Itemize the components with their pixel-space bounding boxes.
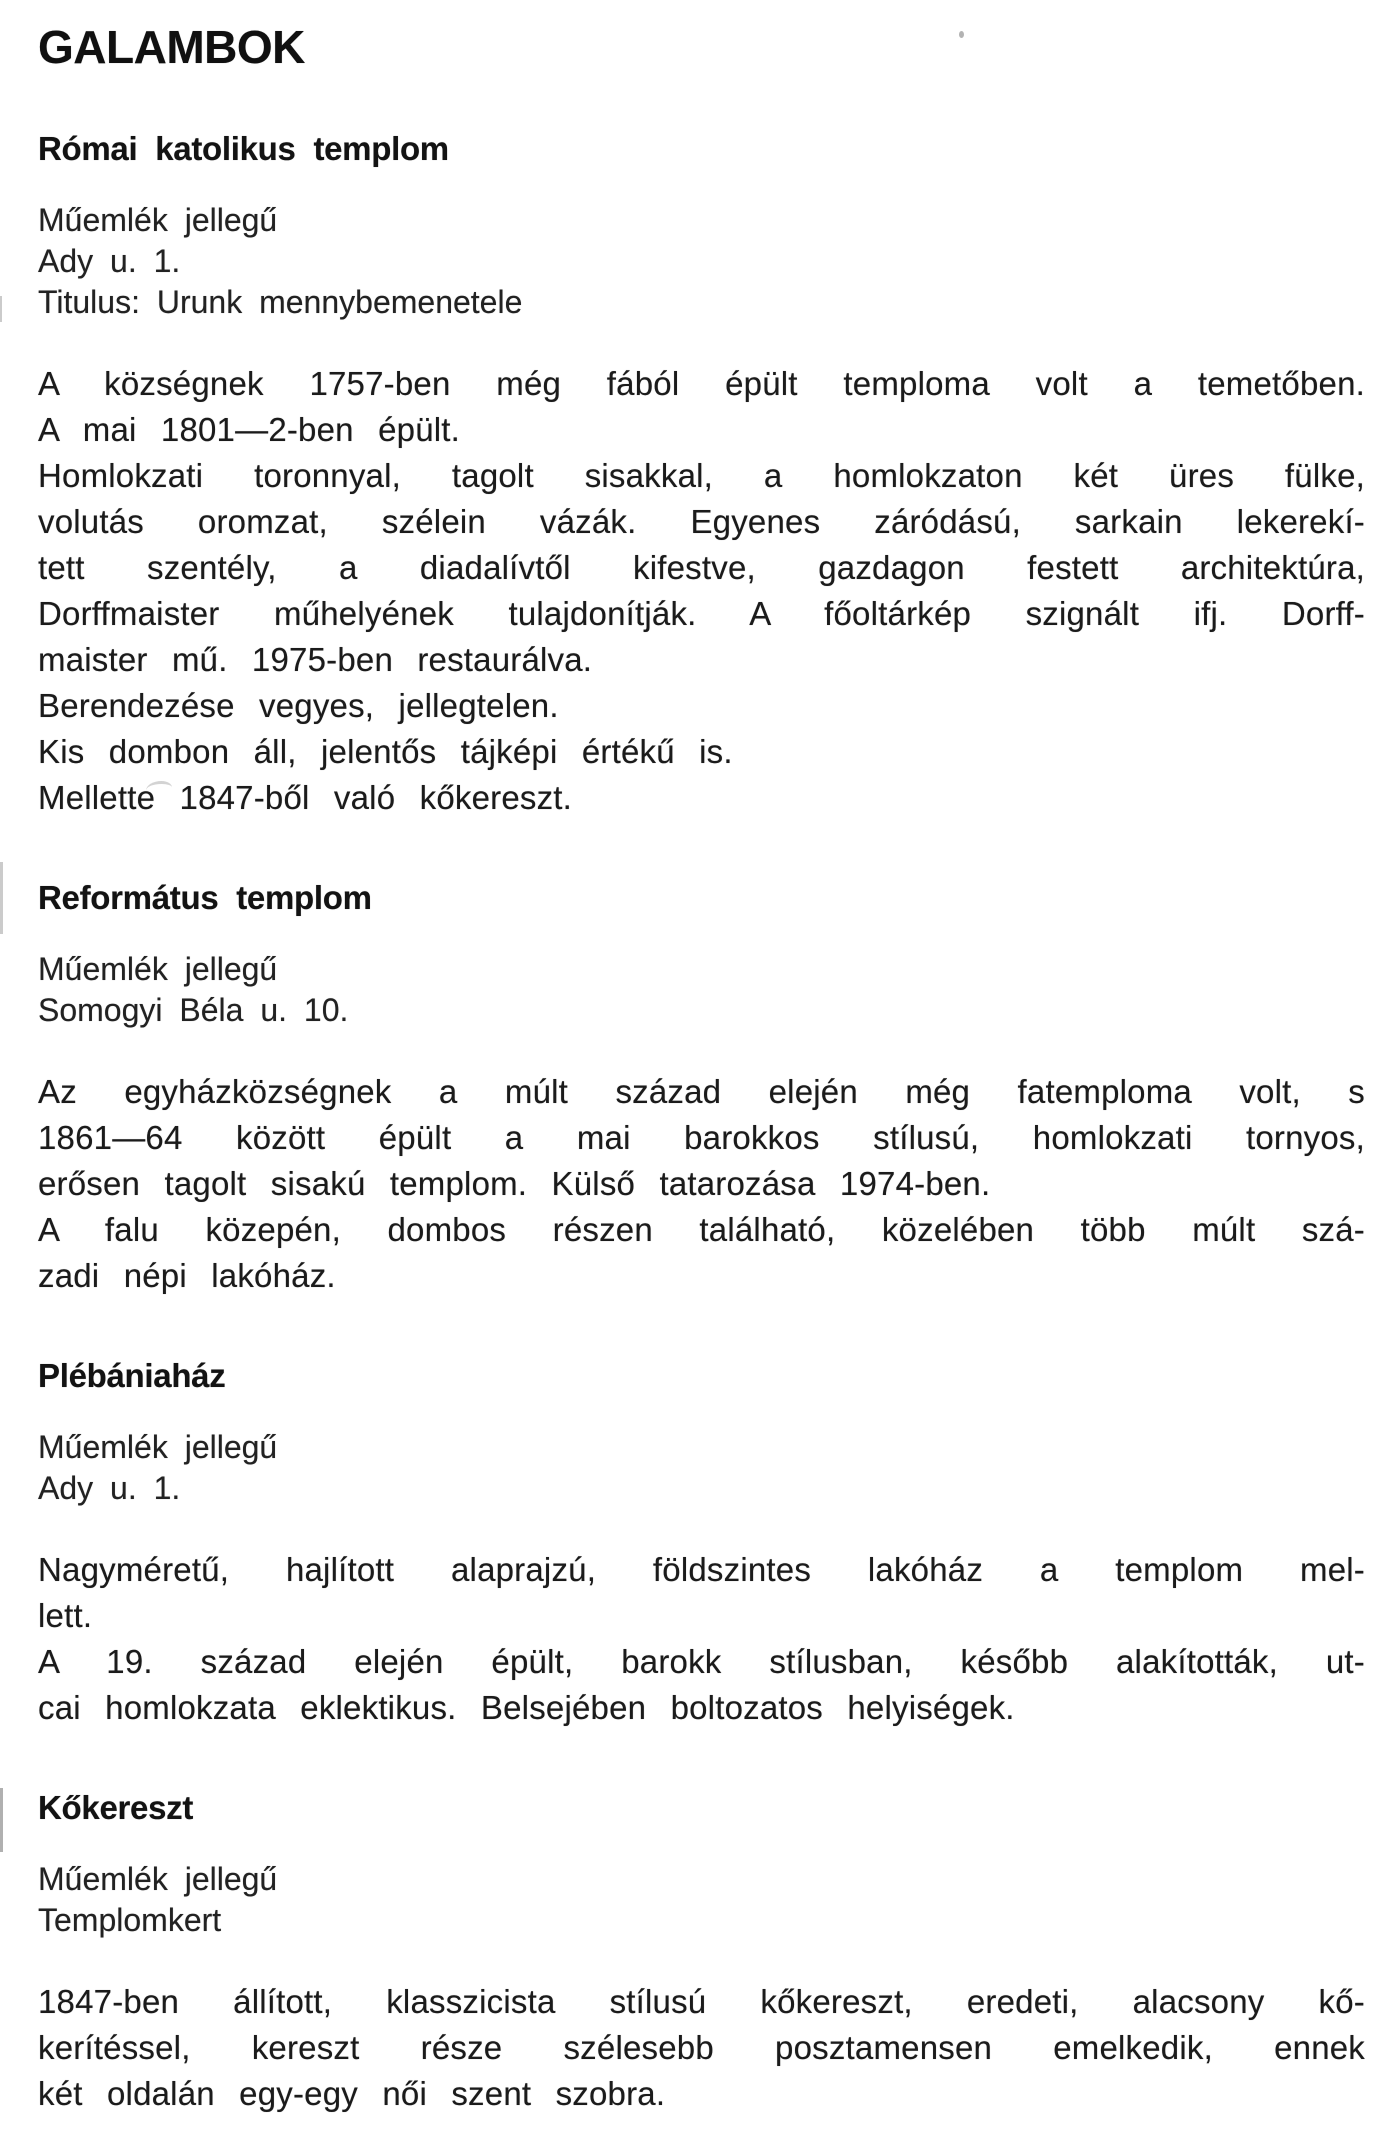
meta-line: Műemlék jellegű <box>38 1429 278 1465</box>
section-reformatus-templom <box>38 877 1365 1299</box>
paragraph-line: A falu közepén, dombos részen található, közelében több múlt szá- <box>38 1211 1365 1248</box>
paragraph-line: maister mű. 1975-ben restaurálva. <box>38 641 593 678</box>
paragraph-line: volutás oromzat, szélein vázák. Egyenes záródású, sarkain lekerekí- <box>38 503 1365 540</box>
paragraph-line: Dorffmaister műhelyének tulajdonítják. A főoltárkép szignált ifj. Dorff- <box>38 595 1365 632</box>
paragraph-line: Kis dombon áll, jelentős tájképi értékű is. <box>38 733 733 770</box>
paragraph-line: A községnek 1757-ben még fából épült temploma volt a temetőben. <box>38 365 1365 402</box>
paragraph-line: A 19. század elején épült, barokk stílusban, később alakították, ut- <box>38 1643 1365 1680</box>
meta-line: Somogyi Béla u. 10. <box>38 992 349 1028</box>
paragraph-line: lett. <box>38 1597 93 1634</box>
page-title: GALAMBOK <box>38 21 305 73</box>
paragraph-line: Berendezése vegyes, jellegtelen. <box>38 687 559 724</box>
paragraph-line: zadi népi lakóház. <box>38 1257 336 1294</box>
scan-edge-mark <box>0 296 2 322</box>
monument-meta <box>38 1427 1365 1509</box>
monument-meta <box>38 949 1365 1031</box>
section-heading: Római katolikus templom <box>38 130 449 167</box>
paragraph-line: tett szentély, a diadalívtől kifestve, gazdagon festett architektúra, <box>38 549 1365 586</box>
paragraph-line: kerítéssel, kereszt része szélesebb posztamensen emelkedik, ennek <box>38 2029 1365 2066</box>
paragraph-line: Az egyházközségnek a múlt század elején még fatemploma volt, s <box>38 1073 1365 1110</box>
meta-line: Titulus: Urunk mennybemenetele <box>38 284 523 320</box>
paragraph-line: Nagyméretű, hajlított alaprajzú, földszintes lakóház a templom mel- <box>38 1551 1365 1588</box>
meta-line: Műemlék jellegű <box>38 1861 278 1897</box>
paragraph-line: A mai 1801—2-ben épült. <box>38 411 461 448</box>
scan-edge-mark <box>0 862 3 934</box>
section-romai-katolikus-templom <box>38 128 1365 821</box>
paragraph <box>38 1069 1365 1299</box>
scan-speck <box>959 31 964 38</box>
scan-smudge <box>146 781 172 797</box>
monument-meta <box>38 1859 1365 1941</box>
section-heading: Kőkereszt <box>38 1789 194 1826</box>
meta-line: Műemlék jellegű <box>38 202 278 238</box>
meta-line: Templomkert <box>38 1902 222 1938</box>
paragraph-line: erősen tagolt sisakú templom. Külső tatarozása 1974-ben. <box>38 1165 991 1202</box>
paragraph-line: két oldalán egy-egy női szent szobra. <box>38 2075 666 2112</box>
paragraph-line: 1861—64 között épült a mai barokkos stílusú, homlokzati tornyos, <box>38 1119 1365 1156</box>
meta-line: Ady u. 1. <box>38 243 181 279</box>
paragraph-line: Mellette 1847-ből való kőkereszt. <box>38 779 573 816</box>
sections-container <box>38 128 1365 2117</box>
monument-meta <box>38 200 1365 323</box>
paragraph-line: Homlokzati toronnyal, tagolt sisakkal, a homlokzaton két üres fülke, <box>38 457 1365 494</box>
section-plebaniahaz <box>38 1355 1365 1731</box>
section-kokereszt <box>38 1787 1365 2117</box>
scan-edge-mark <box>0 1788 3 1852</box>
meta-line: Ady u. 1. <box>38 1470 181 1506</box>
paragraph <box>38 361 1365 821</box>
meta-line: Műemlék jellegű <box>38 951 278 987</box>
paragraph-line: 1847-ben állított, klasszicista stílusú kőkereszt, eredeti, alacsony kő- <box>38 1983 1365 2020</box>
section-heading: Plébániaház <box>38 1357 226 1394</box>
section-heading: Református templom <box>38 879 372 916</box>
paragraph <box>38 1547 1365 1731</box>
paragraph <box>38 1979 1365 2117</box>
paragraph-line: cai homlokzata eklektikus. Belsejében boltozatos helyiségek. <box>38 1689 1015 1726</box>
